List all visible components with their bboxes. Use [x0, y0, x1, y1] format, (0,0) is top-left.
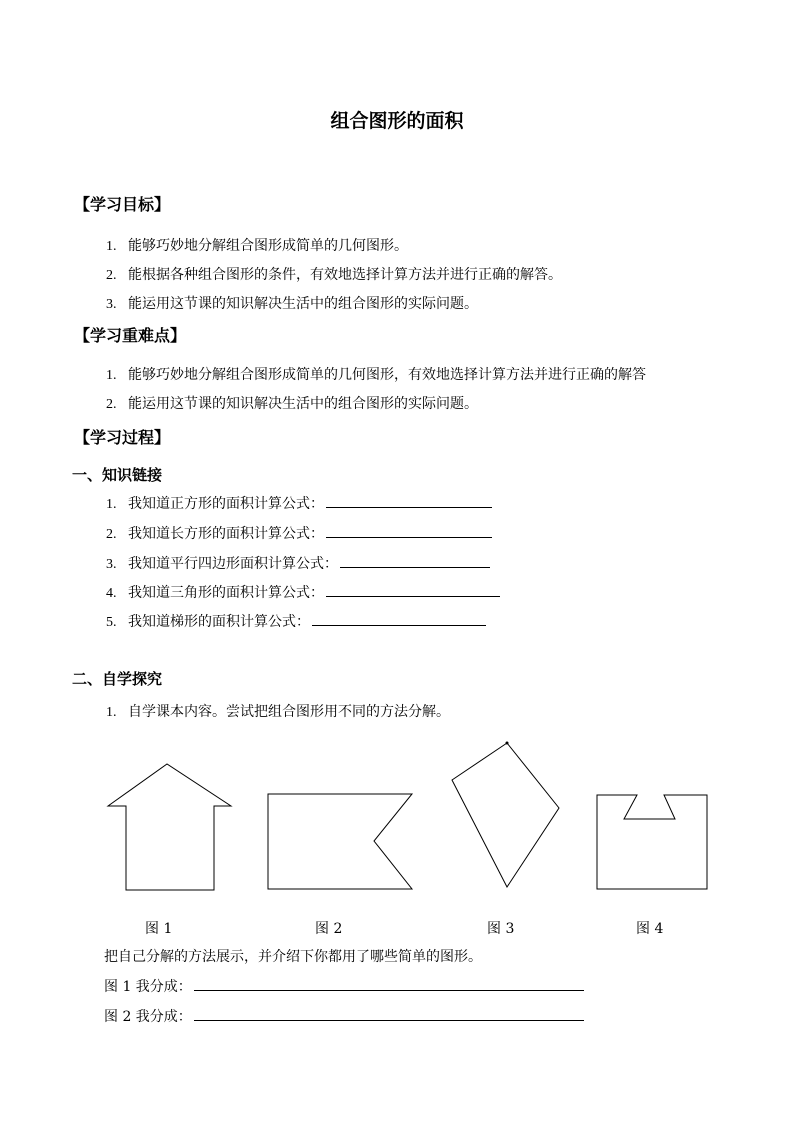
figure-1-house-shape — [108, 764, 231, 890]
goals-heading: 【学习目标】 — [74, 195, 171, 214]
key-points-heading: 【学习重难点】 — [74, 326, 187, 345]
knowledge-item-4: 4. 我知道三角形的面积计算公式： — [106, 582, 500, 602]
goal-item-2: 2. 能根据各种组合图形的条件，有效地选择计算方法并进行正确的解答。 — [106, 267, 562, 283]
knowledge-subheading: 一、知识链接 — [72, 466, 163, 484]
goal-item-1: 1. 能够巧妙地分解组合图形成简单的几何图形。 — [106, 238, 408, 254]
figure-1-label: 图 1 — [145, 921, 173, 937]
kite-vertex-dot — [506, 742, 509, 745]
figure-1-answer-line: 图 1 我分成： — [104, 976, 584, 996]
knowledge-item-3: 3. 我知道平行四边形面积计算公式： — [106, 553, 490, 573]
self-study-subheading: 二、自学探究 — [72, 670, 163, 688]
figure-3-label: 图 3 — [487, 921, 515, 937]
figure-2-answer-line: 图 2 我分成： — [104, 1006, 584, 1026]
process-heading: 【学习过程】 — [74, 428, 171, 447]
figure-3-kite-shape — [452, 743, 559, 887]
figure-4-notched-square — [597, 795, 707, 889]
key-point-item-1: 1. 能够巧妙地分解组合图形成简单的几何图形，有效地选择计算方法并进行正确的解答 — [106, 367, 646, 383]
answer-blank[interactable] — [194, 1008, 584, 1021]
key-point-item-2: 2. 能运用这节课的知识解决生活中的组合图形的实际问题。 — [106, 396, 478, 412]
page-title: 组合图形的面积 — [330, 110, 464, 132]
self-study-item-1: 1. 自学课本内容。尝试把组合图形用不同的方法分解。 — [106, 704, 450, 720]
answer-blank[interactable] — [194, 978, 584, 991]
figure-2-label: 图 2 — [315, 921, 343, 937]
knowledge-item-5: 5. 我知道梯形的面积计算公式： — [106, 611, 486, 631]
decomposition-instruction: 把自己分解的方法展示，并介绍下你都用了哪些简单的图形。 — [104, 949, 482, 965]
knowledge-item-2: 2. 我知道长方形的面积计算公式： — [106, 523, 492, 543]
figure-2-notched-rectangle — [268, 794, 412, 889]
goal-item-3: 3. 能运用这节课的知识解决生活中的组合图形的实际问题。 — [106, 296, 478, 312]
figure-4-label: 图 4 — [636, 921, 664, 937]
knowledge-item-1: 1. 我知道正方形的面积计算公式： — [106, 493, 492, 513]
